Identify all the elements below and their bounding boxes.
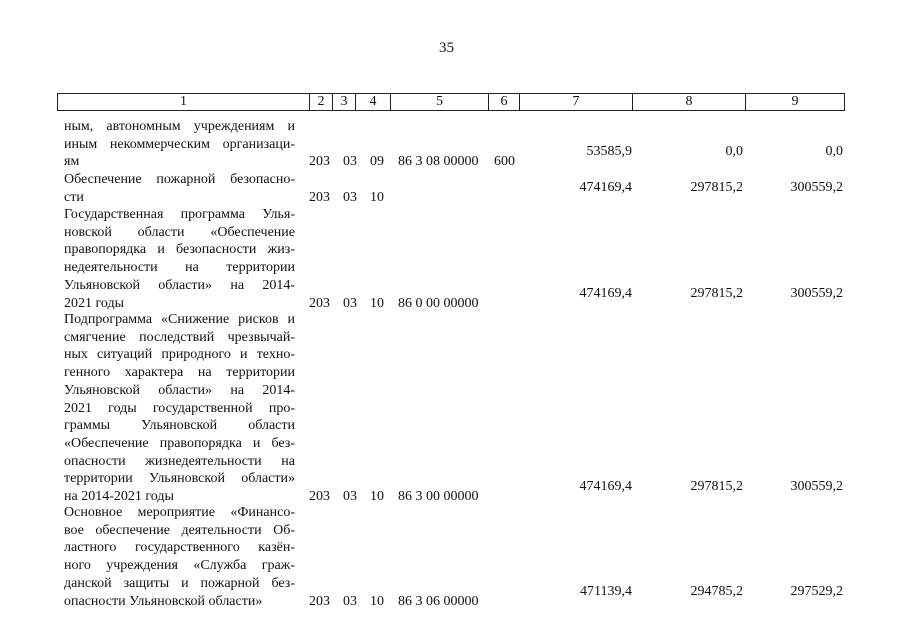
row-description xyxy=(64,311,295,506)
description-line: Основное мероприятие «Финансо- xyxy=(64,505,295,520)
cell-csr: 86 0 00 00000 xyxy=(398,295,479,311)
cell-rz: 03 xyxy=(343,189,357,205)
cell-pr: 10 xyxy=(370,489,384,504)
cell-sum-2021: 0,0 xyxy=(825,144,843,160)
cell-rz: 03 xyxy=(343,295,357,311)
description-line: вое обеспечение деятельности Об- xyxy=(64,522,295,538)
header-col-1: 1 xyxy=(58,94,310,110)
description-line: территории Ульяновской области» xyxy=(64,471,295,487)
header-col-6: 6 xyxy=(489,94,520,110)
description-line: данской защиты и пожарной без- xyxy=(64,575,295,591)
description-line: иным некоммерческим организаци- xyxy=(64,136,295,152)
description-line: Государственная программа Улья- xyxy=(64,207,295,222)
row-description xyxy=(64,171,295,206)
description-line: ного учреждения «Служба граж- xyxy=(64,558,295,574)
cell-sum-2020: 297815,2 xyxy=(690,479,743,494)
description-line: новской области «Обеспечение xyxy=(64,224,295,240)
cell-csr: 86 3 00 00000 xyxy=(398,489,479,504)
description-line: ям xyxy=(64,154,80,170)
cell-sum-2021: 300559,2 xyxy=(790,479,843,494)
description-line: опасности Ульяновской области» xyxy=(64,593,263,609)
description-line: генного характера на территории xyxy=(64,365,295,381)
description-line: опасности жизнедеятельности на xyxy=(64,453,295,469)
header-col-4: 4 xyxy=(356,94,391,110)
header-col-7: 7 xyxy=(520,94,633,110)
description-line: на 2014-2021 годы xyxy=(64,489,174,505)
cell-vr: 600 xyxy=(494,154,515,170)
cell-rz: 03 xyxy=(343,154,357,170)
cell-csr: 86 3 06 00000 xyxy=(398,593,479,609)
cell-rz: 03 xyxy=(343,593,357,609)
cell-grz: 203 xyxy=(309,593,330,609)
header-col-8: 8 xyxy=(633,94,746,110)
cell-sum-2019: 474169,4 xyxy=(579,179,632,195)
header-col-2: 2 xyxy=(310,94,333,110)
description-line: Ульяновской области» на 2014- xyxy=(64,277,295,293)
cell-grz: 203 xyxy=(309,189,330,205)
header-col-5: 5 xyxy=(391,94,489,110)
cell-sum-2020: 294785,2 xyxy=(690,583,743,599)
description-line: ным, автономным учреждениям и xyxy=(64,119,295,134)
description-line: «Обеспечение правопорядка и без- xyxy=(64,435,295,451)
description-line: Ульяновской области» на 2014- xyxy=(64,382,295,398)
description-line: 2021 годы государственной про- xyxy=(64,400,295,416)
row-description xyxy=(64,504,295,610)
cell-rz: 03 xyxy=(343,489,357,504)
cell-sum-2021: 300559,2 xyxy=(790,179,843,195)
cell-sum-2020: 297815,2 xyxy=(690,179,743,195)
description-line: правопорядка и безопасности жиз- xyxy=(64,242,295,258)
cell-grz: 203 xyxy=(309,295,330,311)
description-line: Подпрограмма «Снижение рисков и xyxy=(64,312,295,327)
header-col-9: 9 xyxy=(791,94,799,109)
cell-pr: 09 xyxy=(370,154,384,170)
description-line: смягчение последствий чрезвычай- xyxy=(64,329,295,345)
page-number: 35 xyxy=(439,40,454,56)
header-col-3: 3 xyxy=(333,94,356,110)
cell-sum-2019: 471139,4 xyxy=(580,583,632,599)
cell-pr: 10 xyxy=(370,593,384,609)
cell-csr: 86 3 08 00000 xyxy=(398,154,479,170)
description-line: ных ситуаций природного и техно- xyxy=(64,347,295,363)
description-line: недеятельности на территории xyxy=(64,260,295,276)
description-line: 2021 годы xyxy=(64,295,125,311)
cell-sum-2019: 474169,4 xyxy=(579,479,632,494)
description-line: граммы Ульяновской области xyxy=(64,418,295,434)
description-line: Обеспечение пожарной безопасно- xyxy=(64,172,295,187)
table-header-row xyxy=(57,93,845,111)
cell-grz: 203 xyxy=(309,154,330,170)
row-description xyxy=(64,206,295,312)
cell-sum-2020: 0,0 xyxy=(725,144,743,160)
cell-pr: 10 xyxy=(370,295,384,311)
row-description xyxy=(64,118,295,171)
cell-sum-2021: 297529,2 xyxy=(790,583,843,599)
cell-sum-2019: 53585,9 xyxy=(586,144,632,160)
cell-sum-2020: 297815,2 xyxy=(690,285,743,301)
cell-grz: 203 xyxy=(309,489,330,504)
cell-sum-2021: 300559,2 xyxy=(790,285,843,301)
description-line: сти xyxy=(64,189,84,205)
cell-sum-2019: 474169,4 xyxy=(579,285,632,301)
cell-pr: 10 xyxy=(370,189,384,205)
description-line: ластного государственного казён- xyxy=(64,540,295,556)
